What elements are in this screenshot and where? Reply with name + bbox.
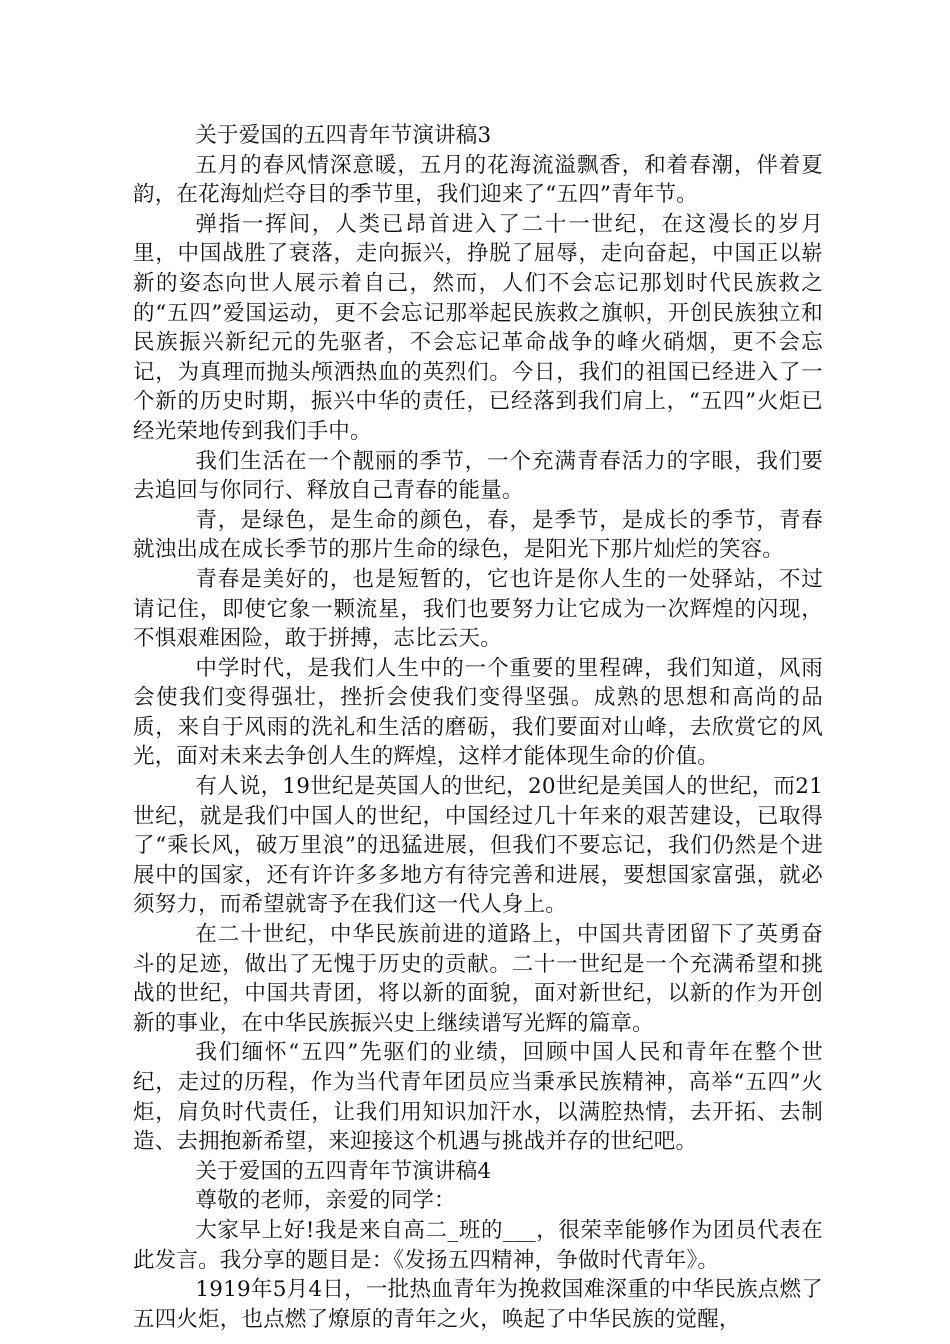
paragraph: 中学时代，是我们人生中的一个重要的里程碑，我们知道，风雨会使我们变得强壮，挫折会使我们变得坚强。成熟的思想和高尚的品质，来自于风雨的洗礼和生活的磨砺，我们要面对山峰，去欣赏它的风光，面对未来去争创人生的辉煌，这样才能体现生命的价值。 [133,655,823,770]
speech-3-title: 关于爱国的五四青年节演讲稿3 [195,123,492,148]
speech-4-title: 关于爱国的五四青年节演讲稿4 [195,1158,492,1184]
paragraph: 大家早上好!我是来自高二_班的___，很荣幸能够作为团员代表在此发言。我分享的题目是：《发扬五四精神，争做时代青年》。 [133,1217,823,1273]
paragraph: 在二十世纪，中华民族前进的道路上，中国共青团留下了英勇奋斗的足迹，做出了无愧于历史的贡献。二十一世纪是一个充满希望和挑战的世纪，中国共青团，将以新的面貌，面对新世纪，以新的作为开创新的事业，在中华民族振兴史上继续谱写光辉的篇章。 [133,922,823,1036]
paragraph: 1919年5月4日，一批热血青年为挽救国难深重的中华民族点燃了五四火炬，也点燃了燎原的青年之火，唤起了中华民族的觉醒， [133,1277,823,1332]
paragraph: 青，是绿色，是生命的颜色，春，是季节，是成长的季节，青春就浊出成在成长季节的那片生命的绿色，是阳光下那片灿烂的笑容。 [133,507,823,563]
paragraph: 弹指一挥间，人类已昂首进入了二十一世纪，在这漫长的岁月里，中国战胜了衰落，走向振兴，挣脱了屈辱，走向奋起，中国正以崭新的姿态向世人展示着自己，然而，人们不会忘记那划时代民族救之的“五四”爱国运动，更不会忘记那举起民族救之旗帜，开创民族独立和民族振兴新纪元的先驱者，不会忘记革命战争的峰火硝烟，更不会忘记，为真理而抛头颅洒热血的英烈们。今日，我们的祖国已经进入了一个新的历史时期，振兴中华的责任，已经落到我们肩上，“五四”火炬已经光荣地传到我们手中。 [133,211,823,444]
document-body [133,121,823,1334]
salutation: 尊敬的老师，亲爱的同学： [195,1188,456,1214]
paragraph: 五月的春风情深意暖，五月的花海流溢飘香，和着春潮，伴着夏韵，在花海灿烂夺目的季节里，我们迎来了“五四”青年节。 [133,152,823,208]
paragraph: 我们生活在一个靓丽的季节，一个充满青春活力的字眼，我们要去追回与你同行、释放自己青春的能量。 [133,448,823,504]
paragraph: 我们缅怀“五四”先驱们的业绩，回顾中国人民和青年在整个世纪，走过的历程，作为当代青年团员应当秉承民族精神，高举“五四”火炬，肩负时代责任，让我们用知识加汗水，以满腔热情，去开拓、去制造、去拥抱新希望，来迎接这个机遇与挑战并存的世纪吧。 [133,1040,823,1155]
paragraph: 青春是美好的，也是短暂的，它也许是你人生的一处驿站，不过请记住，即使它象一颗流星，我们也要努力让它成为一次辉煌的闪现，不惧艰难困险，敢于拼搏，志比云天。 [133,566,823,652]
paragraph: 有人说，19世纪是英国人的世纪，20世纪是美国人的世纪，而21世纪，就是我们中国人的世纪，中国经过几十年来的艰苦建设，已取得了“乘长风，破万里浪”的迅猛进展，但我们不要忘记，我们仍然是个进展中的国家，还有许许多多地方有待完善和进展，要想国家富强，就必须努力，而希望就寄予在我们这一代人身上。 [133,774,823,918]
